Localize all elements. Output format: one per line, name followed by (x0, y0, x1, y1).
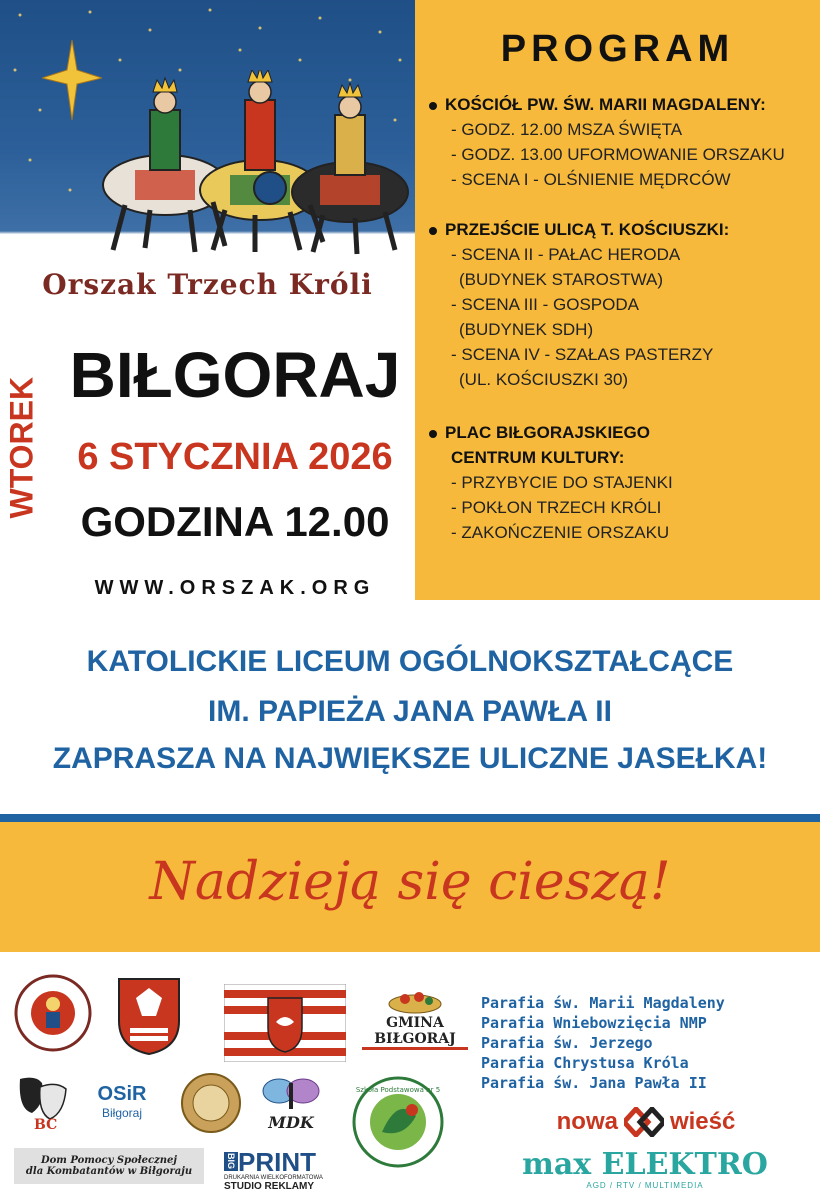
program-panel (415, 0, 820, 600)
hero-illustration (0, 0, 415, 330)
orszak-logo-text: Orszak Trzech Króli (42, 268, 373, 301)
program-item: (UL. KOŚCIUSZKI 30) (459, 370, 629, 389)
program-item: - SCENA III - GOSPODA (451, 295, 639, 314)
website-link[interactable]: WWW.ORSZAK.ORG (94, 577, 376, 599)
max-elektro-logo: max ELEKTRO AGD / RTV / MULTIMEDIA (522, 1146, 768, 1190)
svg-text:BC: BC (34, 1117, 58, 1133)
program-item: - PRZYBYCIE DO STAJENKI (451, 473, 673, 492)
program-item: - SCENA I - OLŚNIENIE MĘDRCÓW (451, 170, 731, 189)
gmina-bilgoraj-logo: GMINA BIŁGORAJ (362, 988, 468, 1050)
parish-name: Parafia św. Jerzego (481, 1034, 653, 1052)
program-item: - SCENA II - PAŁAC HERODA (451, 245, 681, 264)
bullet-icon (429, 430, 437, 438)
program-section-heading: KOŚCIÓŁ PW. ŚW. MARII MAGDALENY: (429, 95, 766, 115)
program-item: - GODZ. 13.00 UFORMOWANIE ORSZAKU (451, 145, 785, 164)
program-item: - GODZ. 12.00 MSZA ŚWIĘTA (451, 120, 683, 139)
mdk-logo: MDK (254, 1072, 328, 1134)
star-of-bethlehem-icon (42, 40, 102, 120)
butterfly-icon (261, 1075, 321, 1113)
program-section-heading: PRZEJŚCIE ULICĄ T. KOŚCIUSZKI: (429, 220, 729, 240)
diamond-logo-icon (624, 1107, 664, 1137)
parish-name: Parafia św. Jana Pawła II (481, 1074, 707, 1092)
program-section-heading-cont: CENTRUM KULTURY: (451, 448, 625, 467)
medal-badge-logo (180, 1072, 242, 1134)
coat-of-arms-bilgoraj-logo (116, 976, 182, 1056)
svg-text:Szkoła Podstawowa nr 5: Szkoła Podstawowa nr 5 (355, 1086, 441, 1094)
bc-theatre-logo (10, 1072, 74, 1134)
event-time: GODZINA 12.00 (80, 498, 390, 545)
nowa-wiesc-logo: nowa wieść (556, 1108, 736, 1135)
program-item: - POKŁON TRZECH KRÓLI (451, 498, 662, 517)
dps-logo: Dom Pomocy Społecznej dla Kombatantów w Biłgoraju (14, 1148, 204, 1184)
program-item: (BUDYNEK SDH) (459, 320, 594, 339)
motto-text: Nadzieją się cieszą! (149, 852, 671, 912)
parish-name: Parafia św. Marii Magdaleny (481, 994, 725, 1012)
weekday-label: WTOREK (3, 376, 40, 519)
sponsors-area (0, 952, 820, 1200)
bigprint-logo: BIG PRINT DRUKARNIA WIELKOFORMATOWA STUDIO REKLAMY (224, 1146, 323, 1192)
program-title: PROGRAM (500, 28, 735, 70)
diecezja-seal-logo (14, 974, 92, 1052)
program-section-heading: PLAC BIŁGORAJSKIEGO (429, 423, 650, 443)
parish-name: Parafia Wniebowzięcia NMP (481, 1014, 707, 1032)
city-title: BIŁGORAJ (69, 339, 401, 411)
bullet-icon (429, 102, 437, 110)
band-divider (0, 814, 820, 822)
invitation-line-3: ZAPRASZA NA NAJWIĘKSZE ULICZNE JASEŁKA! (52, 742, 768, 775)
program-item: - ZAKOŃCZENIE ORSZAKU (451, 523, 670, 542)
osir-logo: OSiR Biłgoraj (97, 1082, 147, 1120)
invitation-line-2: IM. PAPIEŻA JANA PAWŁA II (208, 695, 612, 728)
flag-logo (224, 984, 346, 1062)
event-date: 6 STYCZNIA 2026 (77, 436, 393, 478)
program-item: (BUDYNEK STAROSTWA) (459, 270, 664, 289)
wreath-icon (385, 989, 445, 1015)
theatre-masks-icon (12, 1073, 72, 1133)
invitation-line-1: KATOLICKIE LICEUM OGÓLNOKSZTAŁCĄCE (86, 645, 734, 678)
szkola-podstawowa-logo (352, 1076, 444, 1168)
bullet-icon (429, 227, 437, 235)
three-kings-illustration (95, 70, 415, 260)
parish-name: Parafia Chrystusa Króla (481, 1054, 689, 1072)
program-item: - SCENA IV - SZAŁAS PASTERZY (451, 345, 714, 364)
